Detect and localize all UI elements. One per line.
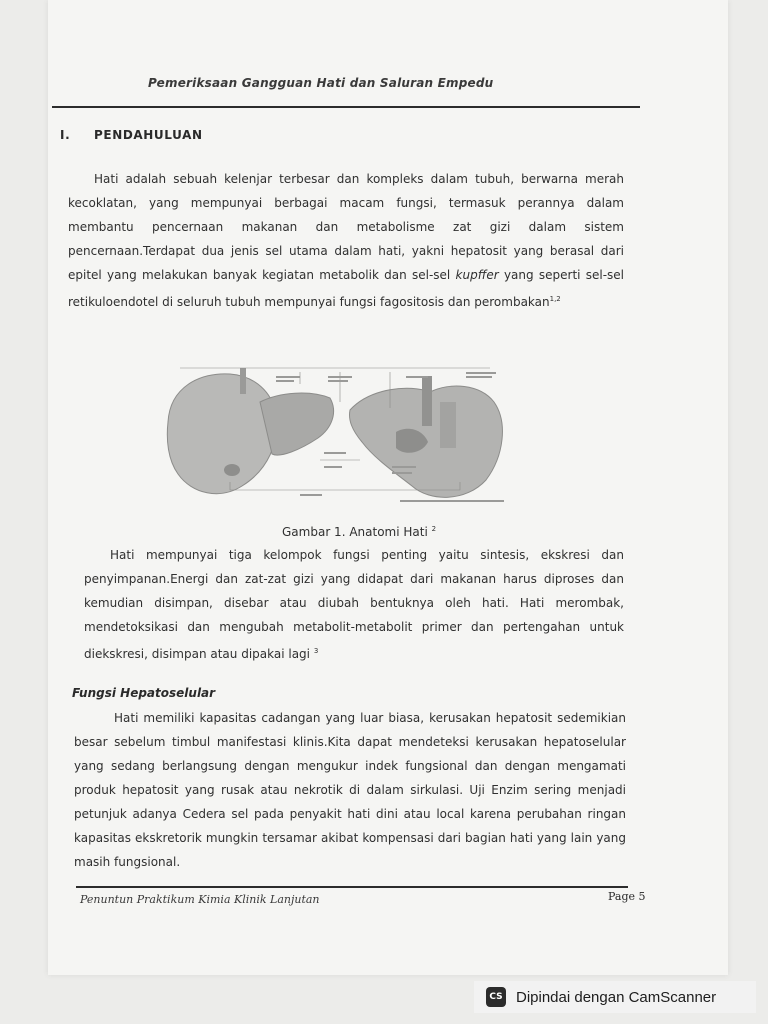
page-number: Page 5 — [608, 890, 646, 903]
figure-caption-text: Gambar 1. Anatomi Hati — [282, 525, 432, 539]
figure-caption — [282, 525, 436, 539]
paragraph-intro-text-a: Hati adalah sebuah kelenjar terbesar dan kompleks dalam tubuh, berwarna merah kecoklatan, yang mempunyai berbagai macam fungsi, termasuk perannya dalam membantu pencernaan makanan dan metabolisme zat gizi dalam sistem pencernaan.Terdapat dua jenis sel utama dalam hati, yakni hepatosit yang berasal dari epitel yang melakukan banyak kegiatan metabolik dan sel-sel — [68, 172, 624, 282]
subheading: Fungsi Hepatoselular — [72, 686, 216, 700]
scanner-watermark — [474, 981, 756, 1013]
camscanner-logo-icon: CS — [486, 987, 506, 1007]
paragraph-functions-text: Hati mempunyai tiga kelompok fungsi penting yaitu sintesis, ekskresi dan penyimpanan.Energi dan zat-zat gizi yang didapat dari makanan harus diproses dan kemudian disimpan, disebar atau diubah bentuknya oleh hati. Hati merombak, mendetoksikasi dan mengubah metabolit-metabolit primer dan pertengahan untuk diekskresi, disimpan atau dipakai lagi — [84, 548, 624, 661]
paragraph-functions-citation: 3 — [313, 647, 319, 655]
scanner-text: Dipindai dengan CamScanner — [516, 988, 717, 1006]
section-title: PENDAHULUAN — [94, 128, 203, 142]
paragraph-intro — [68, 167, 624, 314]
liver-posterior-view — [350, 376, 503, 497]
paragraph-intro-text-b: yang seperti sel-sel retikuloendotel di seluruh tubuh mempunyai fungsi fagositosis dan perombakan — [68, 268, 625, 309]
paragraph-hepatocellular — [74, 706, 626, 874]
liver-anterior-view — [167, 368, 333, 494]
footer-rule — [76, 886, 628, 888]
section-number: I. — [60, 128, 71, 142]
paragraph-hepatocellular-text: Hati memiliki kapasitas cadangan yang luar biasa, kerusakan hepatosit sedemikian besar sebelum timbul manifestasi klinis.Kita dapat mendeteksi kerusakan hepatoselular yang sedang berlangsung dengan mengukur indek fungsional dan dengan mengamati produk hepatosit yang rusak atau nekrotik di dalam sirkulasi. Uji Enzim sering menjadi petunjuk adanya Cedera sel pada penyakit hati dini atau local karena perubahan ringan kapasitas ekskretorik mungkin tersamar akibat kompensasi dari bagian hati yang lain yang masih fungsional. — [74, 711, 626, 869]
figure-caption-citation: 2 — [431, 525, 437, 533]
section-heading — [60, 128, 203, 142]
liver-anatomy-figure — [160, 362, 510, 512]
footer-title: Penuntun Praktikum Kimia Klinik Lanjutan — [80, 893, 320, 906]
paragraph-intro-italic: kupffer — [455, 268, 499, 282]
paragraph-functions — [84, 543, 624, 666]
paragraph-intro-citation: 1,2 — [549, 295, 561, 303]
header-rule — [52, 106, 640, 108]
running-header: Pemeriksaan Gangguan Hati dan Saluran Empedu — [148, 76, 494, 90]
